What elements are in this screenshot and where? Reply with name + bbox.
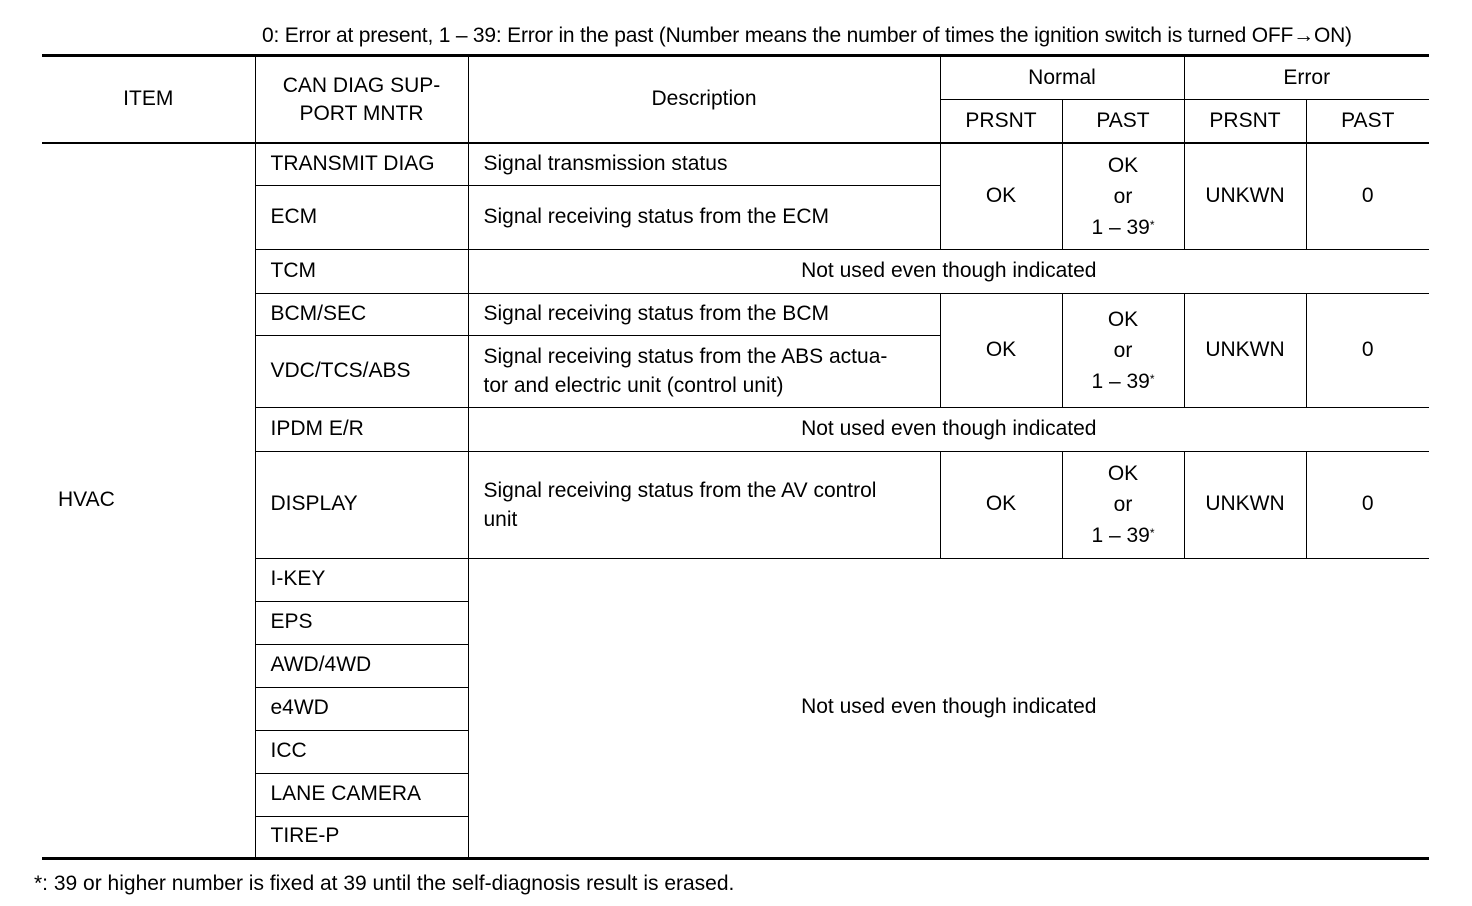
g1-error-prsnt: UNKWN (1184, 143, 1306, 249)
g3-normal-past (1062, 451, 1184, 558)
header-can-diag-line2: PORT MNTR (299, 101, 424, 125)
g2-error-past: 0 (1306, 293, 1429, 407)
row-desc-ecm: Signal receiving status from the ECM (468, 185, 940, 249)
g2-asterisk: * (1149, 371, 1155, 386)
row-label-i-key: I-KEY (255, 558, 468, 601)
row-label-icc: ICC (255, 730, 468, 773)
row-desc-display (468, 451, 940, 558)
g2-past-range-text: 1 – 39 (1091, 369, 1150, 393)
g2-past-or: or (1113, 338, 1133, 362)
g2-past-range (1063, 366, 1184, 397)
row-label-ipdm: IPDM E/R (255, 407, 468, 451)
g1-error-past: 0 (1306, 143, 1429, 249)
can-diag-table (42, 54, 1429, 860)
header-can-diag-line1: CAN DIAG SUP- (282, 73, 441, 97)
item-hvac: HVAC (58, 488, 115, 512)
g2-normal-prsnt: OK (940, 293, 1062, 407)
header-item: ITEM (42, 56, 255, 144)
g1-past-range-text: 1 – 39 (1091, 215, 1150, 239)
row-label-ecm: ECM (255, 185, 468, 249)
row-desc-vdc-line2: tor and electric unit (control unit) (483, 374, 784, 397)
header-description: Description (468, 56, 940, 144)
g2-past-ok: OK (1107, 307, 1139, 331)
row-label-eps: EPS (255, 601, 468, 644)
g3-past-range (1063, 520, 1184, 551)
g2-normal-past (1062, 293, 1184, 407)
g3-error-past: 0 (1306, 451, 1429, 558)
row-label-lane-camera: LANE CAMERA (255, 773, 468, 816)
g1-normal-past (1062, 143, 1184, 249)
table-legend: 0: Error at present, 1 – 39: Error in the past (Number means the number of times the ignition switch is turned OFF→ON) (262, 24, 1352, 47)
header-normal-prsnt: PRSNT (940, 100, 1062, 144)
header-error-prsnt: PRSNT (1184, 100, 1306, 144)
header-can-diag (255, 56, 468, 144)
row-desc-tcm: Not used even though indicated (468, 249, 1429, 293)
row-label-bcm-sec: BCM/SEC (255, 293, 468, 335)
row-desc-transmit-diag: Signal transmission status (468, 143, 940, 185)
row-desc-bcm-sec: Signal receiving status from the BCM (468, 293, 940, 335)
g1-asterisk: * (1149, 217, 1155, 232)
row-desc-ipdm: Not used even though indicated (468, 407, 1429, 451)
header-normal: Normal (940, 56, 1184, 100)
row-label-display: DISPLAY (255, 451, 468, 558)
g1-past-ok: OK (1107, 153, 1139, 177)
footnote: *: 39 or higher number is fixed at 39 until the self-diagnosis result is erased. (34, 872, 735, 895)
row-label-tcm: TCM (255, 249, 468, 293)
table-row (42, 143, 1429, 185)
row-desc-vdc-line1: Signal receiving status from the ABS actua- (483, 345, 888, 368)
g3-past-ok: OK (1107, 462, 1139, 485)
row-label-awd: AWD/4WD (255, 644, 468, 687)
g1-past-range (1063, 212, 1184, 243)
row-label-tire-p: TIRE-P (255, 816, 468, 858)
row-label-e4wd: e4WD (255, 687, 468, 730)
g3-asterisk: * (1149, 526, 1155, 540)
row-desc-display-line2: unit (483, 507, 518, 531)
g2-error-prsnt: UNKWN (1184, 293, 1306, 407)
row-desc-display-line1: Signal receiving status from the AV control (483, 478, 877, 502)
header-normal-past: PAST (1062, 100, 1184, 144)
row-desc-vdc (468, 335, 940, 407)
header-error: Error (1184, 56, 1429, 100)
g3-past-range-text: 1 – 39 (1091, 524, 1150, 547)
g1-normal-prsnt: OK (940, 143, 1062, 249)
header-error-past: PAST (1306, 100, 1429, 144)
not-used-block: Not used even though indicated (468, 558, 1429, 858)
row-label-transmit-diag: TRANSMIT DIAG (255, 143, 468, 185)
g3-normal-prsnt: OK (940, 451, 1062, 558)
g3-error-prsnt: UNKWN (1184, 451, 1306, 558)
g3-past-or: or (1113, 493, 1133, 516)
g1-past-or: or (1113, 184, 1133, 208)
row-label-vdc: VDC/TCS/ABS (255, 335, 468, 407)
